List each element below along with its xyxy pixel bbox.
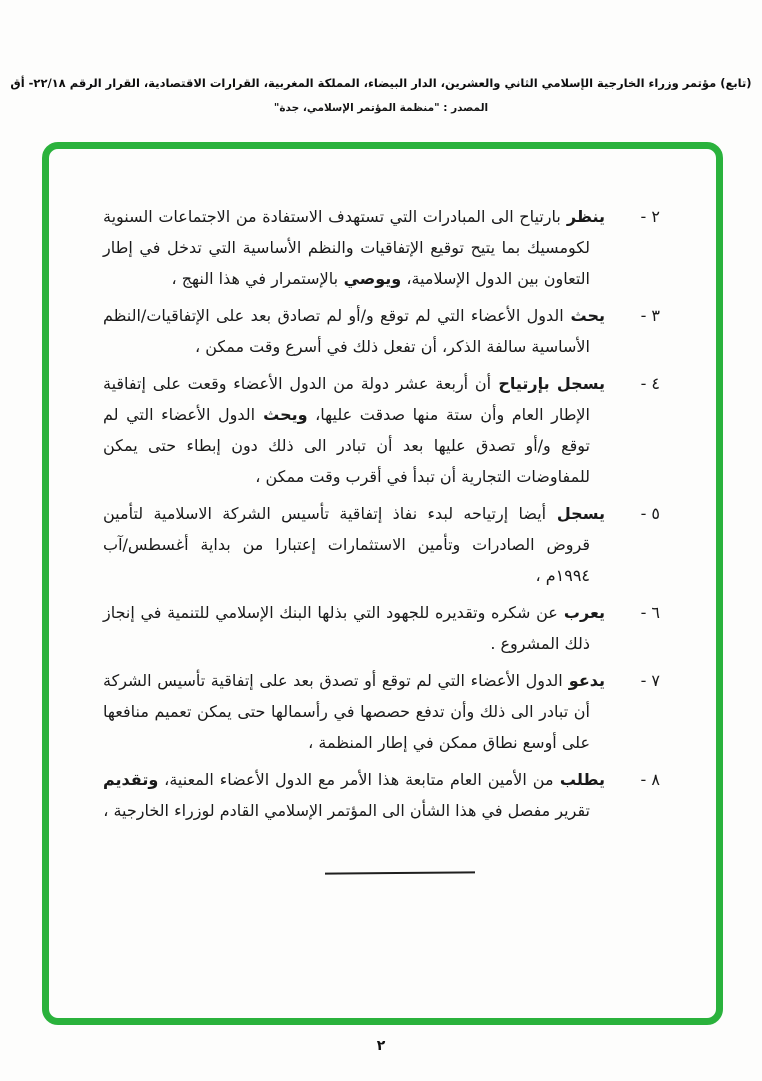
item-text: يسجل أيضا إرتياحه لبدء نفاذ إتفاقية تأسيس الشركة الاسلامية لتأمين قروض الصادرات وتأمين الاستثمارات إعتبارا من بداية أغسطس/آب ١٩٩٤م ، [103, 504, 606, 585]
resolution-item [103, 498, 660, 591]
item-number-marker: ٧ - [640, 671, 661, 690]
green-border-frame [42, 142, 723, 1025]
item-text: ينظر بارتياح الى المبادرات التي تستهدف الاستفادة من الاجتماعات السنوية لكومسيك بما يتيح توقيع الإتفاقيات والنظم الأساسية التي تدخل في إطار التعاون بين الدول الإسلامية، ويوصي بالإستمرار في هذا النهج ، [103, 207, 605, 288]
item-text: يعرب عن شكره وتقديره للجهود التي بذلها البنك الإسلامي للتنمية في إنجاز ذلك المشروع . [103, 603, 606, 653]
resolution-list [103, 201, 660, 826]
item-number-marker: ٥ - [640, 504, 661, 523]
item-number-marker: ٢ - [640, 207, 660, 226]
item-number-marker: ٤ - [640, 374, 661, 393]
resolution-item [103, 201, 660, 294]
item-number-marker: ٨ - [640, 770, 660, 789]
resolution-item [103, 597, 660, 659]
item-text: يدعو الدول الأعضاء التي لم توقع أو تصدق بعد على إتفاقية تأسيس الشركة أن تبادر الى ذلك وأن تدفع حصصها في رأسمالها حتى يمكن تعميم منافعها على أوسع نطاق ممكن في إطار المنظمة ، [103, 671, 606, 752]
end-divider-rule [324, 871, 474, 874]
document-header-citation: (تابع) مؤتمر وزراء الخارجية الإسلامي الثاني والعشرين، الدار البيضاء، المملكة المغربية، القرارات الاقتصادية، القرار الرقم ٢٢/١٨- أق [10, 76, 752, 90]
item-number-marker: ٦ - [640, 603, 661, 622]
item-text: يطلب من الأمين العام متابعة هذا الأمر مع الدول الأعضاء المعنية، وتقديم تقرير مفصل في هذا الشأن الى المؤتمر الإسلامي القادم لوزراء الخارجية ، [103, 770, 605, 820]
document-source-line: المصدر : "منظمة المؤتمر الإسلامي، جدة" [273, 102, 489, 114]
item-text: يسجل بإرتياح أن أربعة عشر دولة من الدول الأعضاء وقعت على إتفاقية الإطار العام وأن ستة منها صدقت عليها، ويحث الدول الأعضاء التي لم توقع و/أو تصدق عليها بعد أن تبادر الى ذلك دون إبطاء حتى يمكن للمفاوضات التجارية أن تبدأ في أقرب وقت ممكن ، [103, 374, 606, 486]
resolution-content [103, 201, 660, 1018]
resolution-item [103, 764, 660, 826]
page-number: ٢ [376, 1038, 386, 1054]
item-number-marker: ٣ - [640, 306, 661, 325]
resolution-item [103, 665, 660, 758]
item-text: يحث الدول الأعضاء التي لم توقع و/أو لم تصادق بعد على الإتفاقيات/النظم الأساسية سالفة الذكر، أن تفعل ذلك في أسرع وقت ممكن ، [103, 306, 606, 356]
resolution-item [103, 300, 660, 362]
resolution-item [103, 368, 660, 492]
